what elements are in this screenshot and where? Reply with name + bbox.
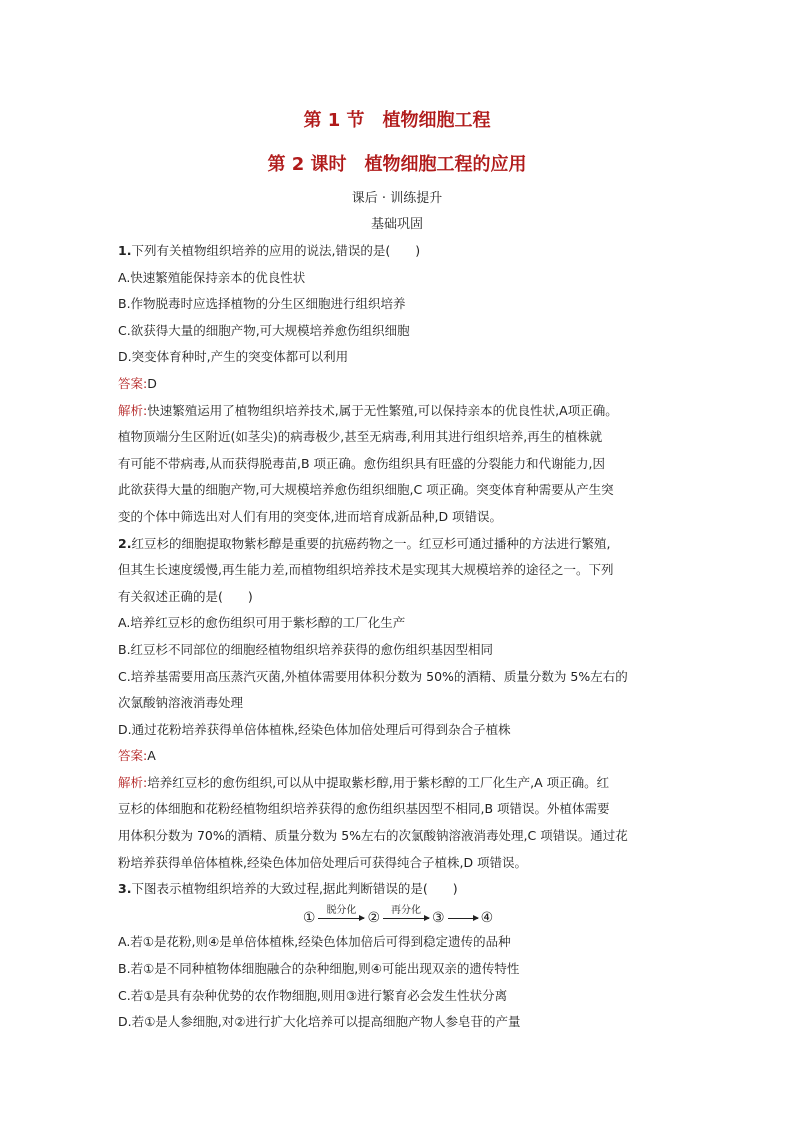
diagram-node: ④ xyxy=(480,909,494,926)
question-1-stem xyxy=(118,238,678,265)
question-1-analysis-line: 解析:快速繁殖运用了植物组织培养技术,属于无性繁殖,可以保持亲本的优良性状,A项正确。 xyxy=(118,402,618,418)
question-2-option-d: D.通过花粉培养获得单倍体植株,经染色体加倍处理后可得到杂合子植株 xyxy=(118,721,511,737)
diagram-node: ③ xyxy=(432,909,445,926)
question-2-option-c: C.培养基需要用高压蒸汽灭菌,外植体需要用体积分数为 50%的酒精、质量分数为 5%左右的 xyxy=(118,668,628,684)
question-3-option-b: B.若①是不同种植物体细胞融合的杂种细胞,则④可能出现双亲的遗传特性 xyxy=(118,961,520,977)
diagram-arrow xyxy=(448,916,478,927)
question-2-analysis-line: 解析:培养红豆杉的愈伤组织,可以从中提取紫杉醇,用于紫杉醇的工厂化生产,A 项正确。红 xyxy=(118,774,610,790)
answer-value: D xyxy=(147,375,157,391)
diagram-node: ② xyxy=(367,909,380,926)
page-title: 第 1 节 植物细胞工程 xyxy=(303,110,491,131)
question-3-option-a: A.若①是花粉,则④是单倍体植株,经染色体加倍后可得到稳定遗传的品种 xyxy=(118,934,511,950)
question-2-analysis-line: 豆杉的体细胞和花粉经植物组织培养获得的愈伤组织基因型不相同,B 项错误。外植体需要 xyxy=(118,801,610,817)
question-1-analysis-line: 此欲获得大量的细胞产物,可大规模培养愈伤组织细胞,C 项正确。突变体育种需要从产生突 xyxy=(118,482,614,498)
question-3-stem: 3.下图表示植物组织培养的大致过程,据此判断错误的是( ) xyxy=(118,881,458,897)
arrow-icon xyxy=(383,918,429,919)
question-2-analysis-line: 粉培养获得单倍体植株,经染色体加倍处理后可获得纯合子植株,D 项错误。 xyxy=(118,854,528,870)
question-2-stem-line: 但其生长速度缓慢,再生能力差,而植物组织培养技术是实现其大规模培养的途径之一。下列 xyxy=(118,562,614,578)
answer-label: 答案: xyxy=(118,375,148,391)
question-text: 下列有关植物组织培养的应用的说法,错误的是( ) xyxy=(131,243,421,258)
question-2-answer xyxy=(118,743,678,770)
arrow-icon xyxy=(448,918,478,919)
question-1-analysis-line: 变的个体中筛选出对人们有用的突变体,进而培育成新品种,D 项错误。 xyxy=(118,508,503,524)
question-3-option-d: D.若①是人参细胞,对②进行扩大化培养可以提高细胞产物人参皂苷的产量 xyxy=(118,1014,521,1030)
diagram-arrow xyxy=(318,905,364,927)
answer-label: 答案: xyxy=(118,748,148,764)
question-1-answer xyxy=(118,371,678,398)
analysis-label: 解析: xyxy=(118,402,148,418)
question-number: 1. xyxy=(118,243,132,258)
diagram-arrow xyxy=(383,905,429,927)
process-diagram xyxy=(118,903,678,930)
question-1-option-c: C.欲获得大量的细胞产物,可大规模培养愈伤组织细胞 xyxy=(118,322,410,338)
arrow-label: 再分化 xyxy=(391,904,421,916)
question-1-option-a: A.快速繁殖能保持亲本的优良性状 xyxy=(118,269,306,285)
question-2-stem-line: 有关叙述正确的是( ) xyxy=(118,588,253,604)
questions-content xyxy=(118,238,678,1036)
arrow-label: 脱分化 xyxy=(326,904,357,916)
question-2-stem: 2.红豆杉的细胞提取物紫杉醇是重要的抗癌药物之一。红豆杉可通过播种的方法进行繁殖, xyxy=(118,535,611,551)
page-subtitle: 第 2 课时 植物细胞工程的应用 xyxy=(267,154,527,175)
question-1-option-d: D.突变体育种时,产生的突变体都可以利用 xyxy=(118,349,349,365)
answer-value: A xyxy=(147,748,156,764)
arrow-icon xyxy=(318,918,364,919)
question-2-analysis-line: 用体积分数为 70%的酒精、质量分数为 5%左右的次氯酸钠溶液消毒处理,C 项错误。通过花 xyxy=(118,828,628,844)
question-3-option-c: C.若①是具有杂种优势的农作物细胞,则用③进行繁育必会发生性状分离 xyxy=(118,987,508,1003)
question-number: 3. xyxy=(118,881,132,897)
question-2-option-b: B.红豆杉不同部位的细胞经植物组织培养获得的愈伤组织基因型相同 xyxy=(118,641,494,657)
question-2-option-c-cont: 次氯酸钠溶液消毒处理 xyxy=(118,695,244,711)
analysis-label: 解析: xyxy=(118,774,148,790)
question-number: 2. xyxy=(118,535,132,551)
section-heading: 课后 · 训练提升 xyxy=(351,191,443,206)
diagram-node: ① xyxy=(302,909,316,926)
question-1-analysis-line: 有可能不带病毒,从而获得脱毒苗,B 项正确。愈伤组织具有旺盛的分裂能力和代谢能力,因 xyxy=(118,455,605,471)
question-1-analysis-line: 植物顶端分生区附近(如茎尖)的病毒极少,甚至无病毒,利用其进行组织培养,再生的植株就 xyxy=(118,429,603,445)
question-1-option-b: B.作物脱毒时应选择植物的分生区细胞进行组织培养 xyxy=(118,296,406,312)
subsection-heading: 基础巩固 xyxy=(370,217,423,232)
question-2-option-a: A.培养红豆杉的愈伤组织可用于紫杉醇的工厂化生产 xyxy=(118,615,406,631)
